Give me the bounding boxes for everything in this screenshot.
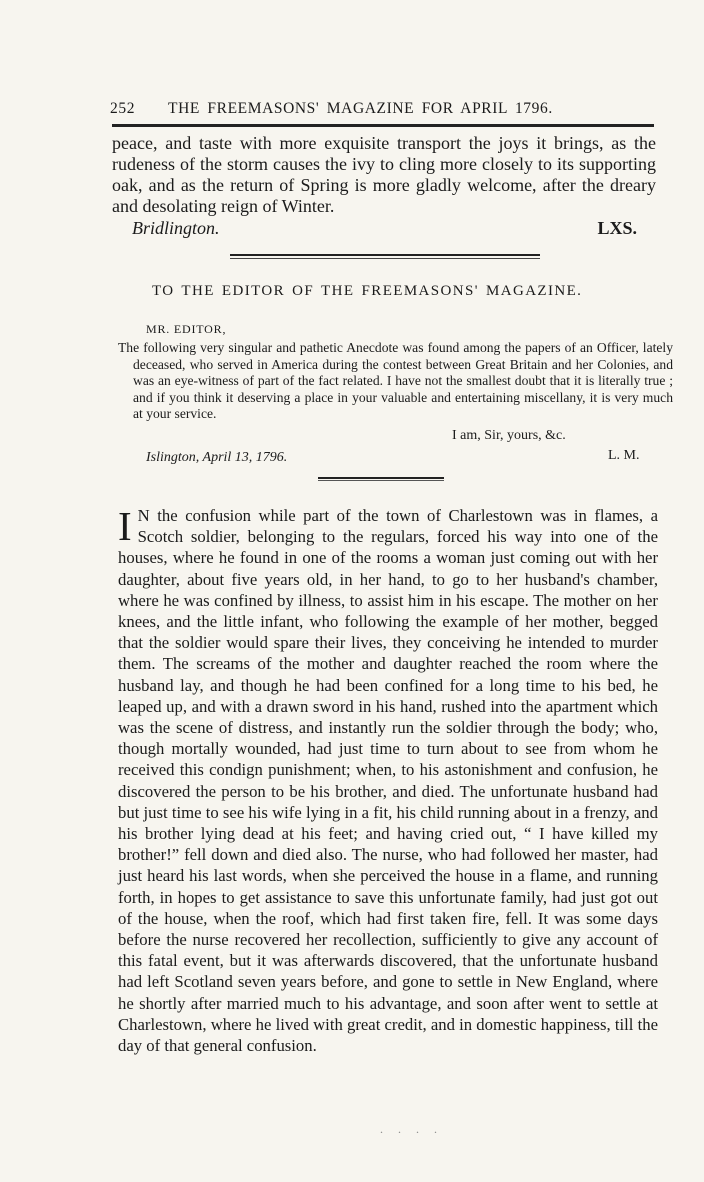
- letter-salutation: MR. EDITOR,: [146, 322, 227, 336]
- previous-article-initials: LXS.: [597, 218, 637, 238]
- previous-article-continuation: [112, 133, 656, 217]
- section-divider: [230, 254, 540, 260]
- letter-initials: L. M.: [608, 448, 640, 463]
- letter-closing: I am, Sir, yours, &c.: [452, 428, 566, 443]
- letter-divider: [318, 477, 444, 481]
- footer-marks: . . . .: [380, 1122, 443, 1136]
- letter-title: TO THE EDITOR OF THE FREEMASONS' MAGAZINE.: [152, 283, 583, 299]
- header-rule: [112, 124, 654, 127]
- running-title: THE FREEMASONS' MAGAZINE FOR APRIL 1796.: [168, 100, 553, 117]
- letter-dateline: Islington, April 13, 1796.: [146, 450, 288, 465]
- letter-body: The following very singular and pathetic Anecdote was found among the papers of an Officer, lately deceased, who served in America during the contest between Great Britain and her Colonies, and was an eye-witness of part of the fact related. I have not the smallest doubt that it is literally true ; and if you think it deserving a place in your valuable and entertaining miscellany, it is very much at your service.: [118, 340, 673, 421]
- page-number: 252: [110, 100, 136, 117]
- running-head: [110, 100, 655, 118]
- previous-article-text: peace, and taste with more exquisite transport the joys it brings, as the rudeness of the storm causes the ivy to cling more closely to its supporting oak, and as the return of Spring is more gladly welcome, after the dreary and desolating reign of Winter.: [112, 133, 656, 216]
- previous-article-place: Bridlington.: [132, 218, 220, 238]
- anecdote-text: N the confusion while part of the town of Charlestown was in flames, a Scotch soldier, belonging to the regulars, forced his way into one of the houses, where he found in one of the rooms a woman just coming out with her daughter, about five years old, in her hand, to go to her husband's chamber, where he was confined by illness, to assist him in his escape. The mother on her knees, and the little infant, who following the example of her mother, begged that the soldier would spare their lives, they conceiving he intended to murder them. The screams of the mother and daughter reached the room where the husband lay, and though he had been confined for a long time to his bed, he leaped up, and with a drawn sword in his hand, rushed into the apartment which was the scene of distress, and instantly run the soldier through the body; who, though mortally wounded, had just time to turn about to see from whom he received this condign punishment; when, to his astonishment and confusion, he discovered the person to be his brother, and died. The unfortunate husband had but just time to see his wife lying in a fit, his child running about in a frenzy, and his brother lying dead at his feet; and having cried out, “ I have killed my brother!” fell down and died also. The nurse, who had followed her master, had just heard his last words, when she perceived the house in a flame, and running forth, in hopes to get assistance to save this unfortunate family, had just got out of the house, when the roof, which had first taken fire, fell. It was some days before the nurse recovered her recollection, sufficiently to give any account of this fatal event, but it was afterwards discovered, that the unfortunate husband had left Scotland seven years before, and gone to settle in New England, where he shortly after married much to his advantage, and soon after went to settle at Charlestown, where he lived with great credit, and in domestic happiness, till the day of that general confusion.: [118, 506, 658, 1056]
- anecdote-body: [118, 505, 658, 1056]
- previous-article-signature: [132, 218, 637, 240]
- drop-cap: I: [118, 503, 132, 549]
